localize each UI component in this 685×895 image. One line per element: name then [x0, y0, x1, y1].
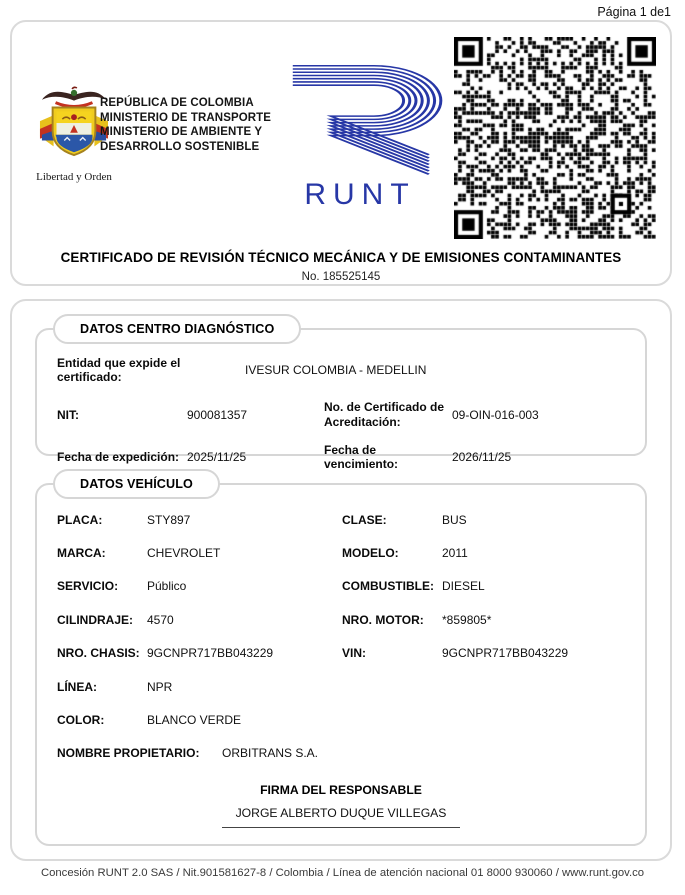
clase-value: BUS	[442, 512, 467, 527]
section-centro-title: DATOS CENTRO DIAGNÓSTICO	[53, 314, 301, 344]
vin-value: 9GCNPR717BB043229	[442, 646, 569, 661]
placa-value: STY897	[147, 512, 191, 527]
qr-code	[454, 37, 656, 239]
firma-block	[57, 783, 625, 828]
nro-chasis-label: NRO. CHASIS:	[57, 646, 140, 661]
vehicle-row	[57, 703, 625, 736]
vencimiento-label: Fecha de vencimiento:	[324, 443, 399, 471]
propietario-label: NOMBRE PROPIETARIO:	[57, 746, 200, 761]
cilindraje-value: 4570	[147, 612, 174, 627]
entidad-label: Entidad que expide el certificado:	[57, 356, 181, 384]
cilindraje-label: CILINDRAJE:	[57, 612, 134, 627]
ministry-line: MINISTERIO DE TRANSPORTE	[100, 111, 272, 124]
modelo-label: MODELO:	[342, 546, 399, 561]
coat-of-arms-caption: Libertad y Orden	[36, 171, 112, 183]
marca-value: CHEVROLET	[147, 546, 221, 561]
propietario-value: ORBITRANS S.A.	[222, 746, 319, 761]
row-entidad	[57, 356, 625, 384]
nit-label: NIT:	[57, 408, 79, 422]
vehicle-row	[57, 670, 625, 703]
acreditacion-label: No. de Certificado de Acreditación:	[324, 400, 445, 429]
expedicion-value: 2025/11/25	[187, 450, 247, 464]
row-nit-acreditacion	[57, 400, 625, 430]
firma-title: FIRMA DEL RESPONSABLE	[260, 782, 422, 797]
vehiculo-rows	[37, 485, 645, 828]
linea-label: LÍNEA:	[57, 679, 97, 694]
ministry-line: DESARROLLO SOSTENIBLE	[100, 140, 260, 153]
nro-motor-value: *859805*	[442, 612, 492, 627]
runt-wordmark: RUNT	[304, 178, 416, 211]
combustible-label: COMBUSTIBLE:	[342, 579, 434, 594]
servicio-value: Público	[147, 579, 187, 594]
vehicle-row	[57, 570, 625, 603]
vin-label: VIN:	[342, 646, 366, 661]
vehicle-row	[57, 503, 625, 536]
vehicle-row	[57, 536, 625, 569]
row-fechas	[57, 443, 625, 471]
expedicion-label: Fecha de expedición:	[57, 450, 180, 464]
coat-of-arms-icon	[39, 84, 109, 164]
centro-rows	[37, 330, 645, 471]
vehicle-row-propietario	[57, 737, 625, 770]
runt-logo-icon	[288, 62, 448, 178]
clase-label: CLASE:	[342, 512, 387, 527]
marca-label: MARCA:	[57, 546, 106, 561]
section-vehiculo-title: DATOS VEHÍCULO	[53, 469, 220, 499]
color-value: BLANCO VERDE	[147, 713, 242, 728]
vehicle-row	[57, 603, 625, 636]
nro-motor-label: NRO. MOTOR:	[342, 612, 424, 627]
firma-name: JORGE ALBERTO DUQUE VILLEGAS	[222, 806, 461, 828]
ministry-text-block	[100, 96, 271, 154]
nit-value: 900081357	[187, 408, 248, 422]
footer-text: Concesión RUNT 2.0 SAS / Nit.901581627-8 / Colombia / Línea de atención nacional 01 8000 930060 / www.runt.gov.co	[40, 867, 645, 879]
page-number-label: Página 1 de1	[597, 5, 671, 19]
color-label: COLOR:	[57, 713, 105, 728]
acreditacion-value: 09-OIN-016-003	[452, 408, 539, 422]
vehicle-row	[57, 637, 625, 670]
header-card	[10, 20, 672, 286]
vencimiento-value: 2026/11/25	[452, 450, 512, 464]
servicio-label: SERVICIO:	[57, 579, 119, 594]
ministry-line: REPÚBLICA DE COLOMBIA	[100, 97, 254, 109]
section-vehiculo	[35, 477, 647, 846]
combustible-value: DIESEL	[442, 579, 485, 594]
nro-chasis-value: 9GCNPR717BB043229	[147, 646, 274, 661]
modelo-value: 2011	[442, 546, 468, 561]
entidad-value: IVESUR COLOMBIA - MEDELLIN	[245, 363, 427, 377]
linea-value: NPR	[147, 679, 173, 694]
certificate-title: CERTIFICADO DE REVISIÓN TÉCNICO MECÁNICA Y DE EMISIONES CONTAMINANTES	[60, 250, 622, 265]
certificate-number: No. 185525145	[301, 271, 381, 283]
ministry-line: MINISTERIO DE AMBIENTE Y	[100, 126, 263, 138]
main-card	[10, 299, 672, 861]
placa-label: PLACA:	[57, 512, 103, 527]
section-centro-diagnostico	[35, 322, 647, 471]
